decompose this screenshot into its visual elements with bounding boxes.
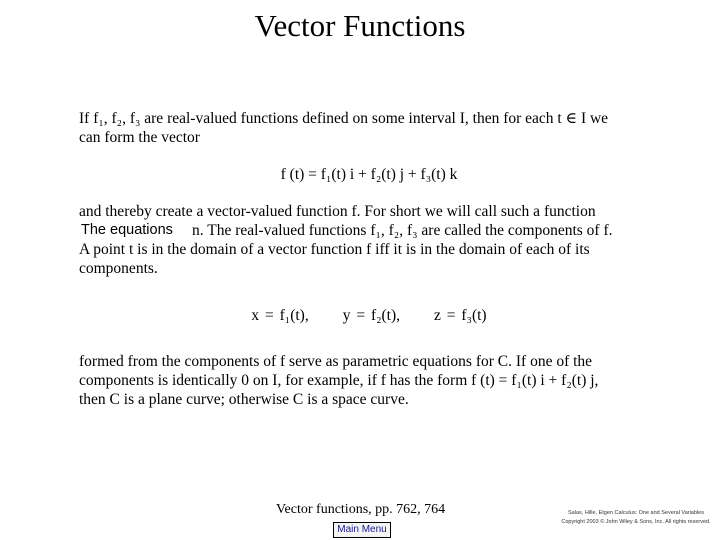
vector-equation: f (t) = f₁(t) i + f₂(t) j + f₃(t) k xyxy=(280,166,458,183)
paragraph-definition xyxy=(79,202,639,278)
slide-title: Vector Functions xyxy=(254,8,466,43)
paragraph-curves-line2: components is identically 0 on I, for example, if f has the form f (t) = f₁(t) i + f₂(t) j, xyxy=(79,372,599,389)
caption-text: Vector functions, pp. 762, 764 xyxy=(276,502,446,517)
paragraph-curves-line1: formed from the components of f serve as parametric equations for C. If one of the xyxy=(79,353,593,370)
equation-y: y = f₂(t), xyxy=(342,307,401,324)
paragraph-definition-line3: A point t is in the domain of a vector function f iff it is in the domain of each of its xyxy=(79,241,590,258)
paragraph-definition-line1: and thereby create a vector-valued function f. For short we will call such a function xyxy=(79,203,596,220)
paragraph-intro-line1: If f₁, f₂, f₃ are real-valued functions defined on some interval I, then for each t ∈ I we xyxy=(79,110,609,127)
equation-z: z = f₃(t) xyxy=(434,307,487,324)
paragraph-definition-line4: components. xyxy=(79,260,158,277)
equation-x: x = f₁(t), xyxy=(251,307,309,324)
main-menu-button[interactable]: Main Menu xyxy=(333,522,391,538)
slide-body xyxy=(79,109,639,409)
overlay-text-equations: The equations xyxy=(81,221,177,240)
paragraph-curves-line3: then C is a plane curve; otherwise C is a space curve. xyxy=(79,391,409,408)
paragraph-intro-line2: can form the vector xyxy=(79,129,200,146)
paragraph-intro xyxy=(79,109,639,147)
copyright-notice xyxy=(556,509,716,527)
copyright-line2: Copyright 2003 © John Wiley & Sons, Inc. All rights reserved. xyxy=(561,519,711,525)
parametric-equations xyxy=(79,306,639,325)
paragraph-definition-line2: n. The real-valued functions f₁, f₂, f₃ are called the components of f. xyxy=(192,222,613,239)
copyright-line1: Salas, Hille, Etgen Calculus: One and Several Variables xyxy=(568,510,704,516)
paragraph-curves xyxy=(79,352,639,409)
